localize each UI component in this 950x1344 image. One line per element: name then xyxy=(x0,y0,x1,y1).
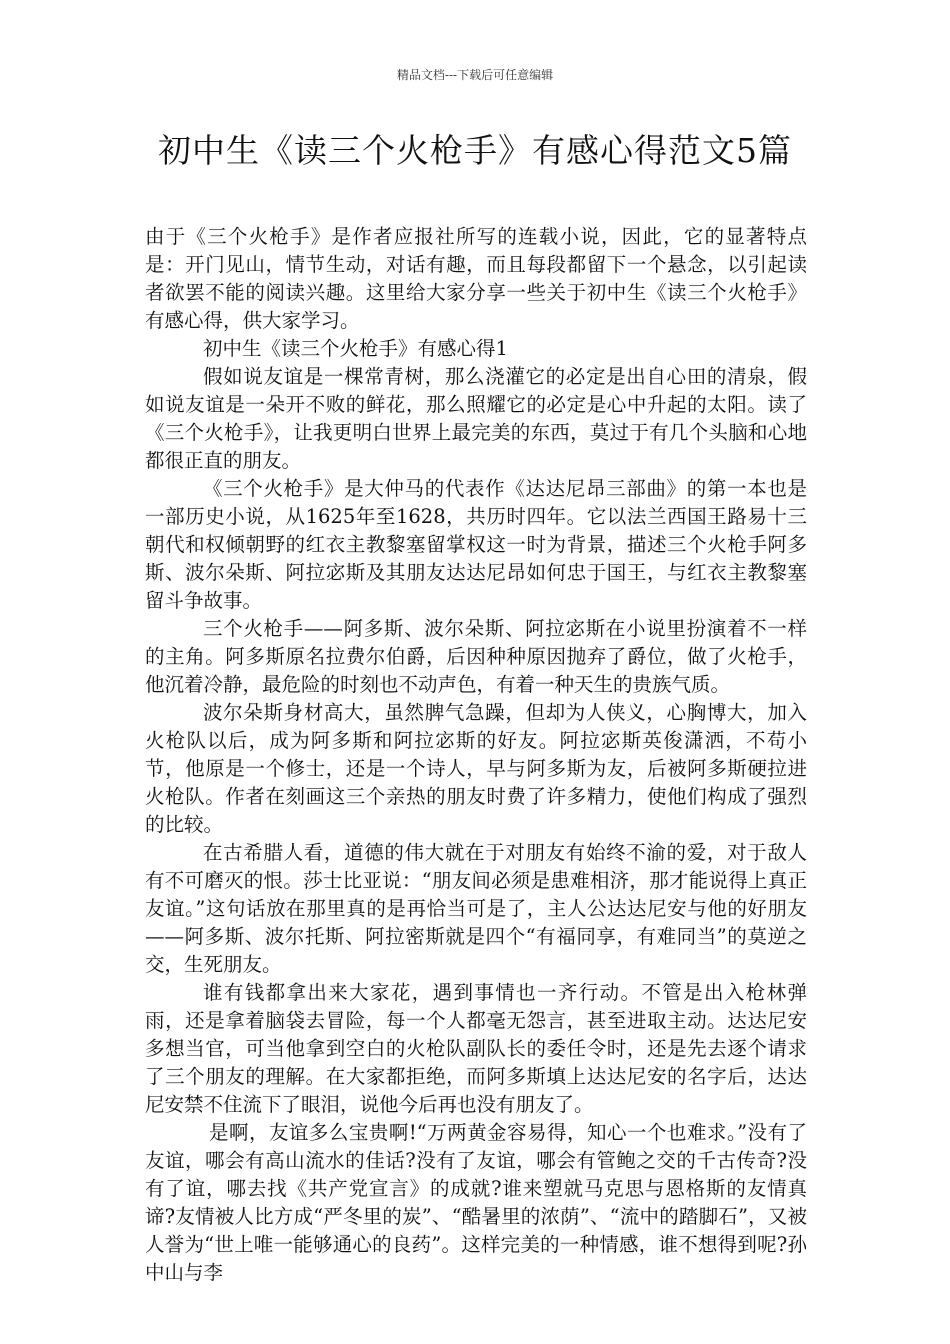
body-paragraph: 波尔朵斯身材高大，虽然脾气急躁，但却为人侠义，心胸博大，加入火枪队以后，成为阿多斯和阿拉宓斯的好友。阿拉宓斯英俊潇洒，不苟小节，他原是一个修士，还是一个诗人，早与阿多斯为友，后被阿多斯硬拉进火枪队。作者在刻画这三个亲热的朋友时费了许多精力，使他们构成了强烈的比较。 xyxy=(145,701,807,836)
body-paragraph: 假如说友谊是一棵常青树，那么浇灌它的必定是出自心田的清泉，假如说友谊是一朵开不败的鲜花，那么照耀它的必定是心中升起的太阳。读了《三个火枪手》，让我更明白世界上最完美的东西，莫过于有几个头脑和心地都很正直的朋友。 xyxy=(145,365,807,472)
body-paragraph: 是啊，友谊多么宝贵啊!“万两黄金容易得，知心一个也难求。”没有了友谊，哪会有高山流水的佳话?没有了友谊，哪会有管鲍之交的千古传奇?没有了谊，哪去找《共产党宣言》的成就?谁来塑就马克思与恩格斯的友情真谛?友情被人比方成“严冬里的炭”、“酷暑里的浓荫”、“流中的踏脚石”，又被人誉为“世上唯一能够通心的良药”。这样完美的一种情感，谁不想得到呢?孙中山与李 xyxy=(145,1121,807,1284)
header-note: 精品文档---下载后可任意编辑 xyxy=(396,68,554,82)
body-paragraph: 《三个火枪手》是大仲马的代表作《达达尼昂三部曲》的第一本也是一部历史小说，从1625年至1628，共历时四年。它以法兰西国王路易十三朝代和权倾朝野的红衣主教黎塞留掌权这一时为背景，描述三个火枪手阿多斯、波尔朵斯、阿拉宓斯及其朋友达达尼昂如何忠于国王，与红衣主教黎塞留斗争故事。 xyxy=(145,477,807,612)
body-paragraph: 在古希腊人看，道德的伟大就在于对朋友有始终不渝的爱，对于敌人有不可磨灭的恨。莎士比亚说：“朋友间必须是患难相济，那才能说得上真正友谊。”这句话放在那里真的是再恰当可是了，主人公达达尼安与他的好朋友——阿多斯、波尔托斯、阿拉密斯就是四个“有福同享，有难同当”的莫逆之交，生死朋友。 xyxy=(145,841,807,976)
document-title: 初中生《读三个火枪手》有感心得范文5篇 xyxy=(158,131,792,170)
intro-paragraph: 由于《三个火枪手》是作者应报社所写的连载小说，因此，它的显著特点是：开门见山，情节生动，对话有趣，而且每段都留下一个悬念，以引起读者欲罢不能的阅读兴趣。这里给大家分享一些关于初中生《读三个火枪手》有感心得，供大家学习。 xyxy=(145,225,807,332)
body-paragraph: 谁有钱都拿出来大家花，遇到事情也一齐行动。不管是出入枪林弹雨，还是拿着脑袋去冒险，每一个人都毫无怨言，甚至进取主动。达达尼安多想当官，可当他拿到空白的火枪队副队长的委任令时，还是先去逐个请求了三个朋友的理解。在大家都拒绝，而阿多斯填上达达尼安的名字后，达达尼安禁不住流下了眼泪，说他今后再也没有朋友了。 xyxy=(145,981,807,1116)
body-paragraph: 三个火枪手——阿多斯、波尔朵斯、阿拉宓斯在小说里扮演着不一样的主角。阿多斯原名拉费尔伯爵，后因种种原因抛弃了爵位，做了火枪手，他沉着冷静，最危险的时刻也不动声色，有着一种天生的贵族气质。 xyxy=(145,617,807,696)
section-heading: 初中生《读三个火枪手》有感心得1 xyxy=(203,337,508,360)
document-body xyxy=(145,223,807,1287)
